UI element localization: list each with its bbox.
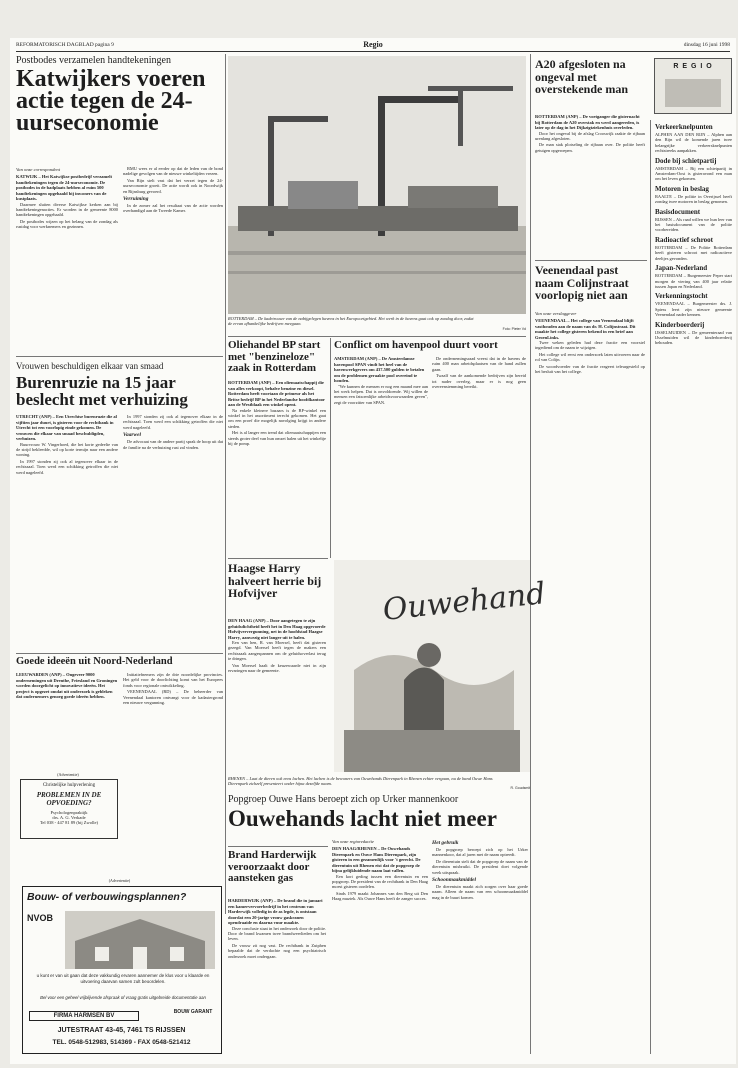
sidebar-news (655, 120, 732, 1054)
brief-text-2: AMSTERDAM – Bij een schietpartij in Amsterdam-Oost is gisteravond een man om het leven gekomen. (655, 165, 732, 182)
a3-body: LEEUWARDEN (ANP) – Ongeveer 9000 ondernemingen uit Drenthe, Friesland en Groningen worden doorgelicht op innovatieve ideeën. Het project is opgezet omdat uit onderzoek is gebleken dat ondernemers genoeg goede ideeën hebben. (16, 672, 118, 699)
header-section: Regio (363, 40, 383, 49)
ad2-firm: FIRMA HARMSEN BV (29, 1011, 139, 1021)
ouwehand-credit: R. Goudsmit (510, 786, 530, 790)
a5-title: Conflict om havenpool duurt voort (334, 339, 498, 351)
brief-title-2: Dode bij schietpartij (655, 156, 717, 165)
a1-title: Katwijkers voeren actie tegen de 24-uurseconomie (16, 66, 206, 136)
header-left: REFORMATORISCH DAGBLAD pagina 9 (16, 42, 114, 48)
ad1-org: Christelijke hulpverlening (42, 783, 96, 788)
harbour-photo (228, 56, 526, 314)
ouwehand-caption: RHENEN – Laat de dieren ook eens lachen. Het lachen is de bewoners van Ouwehands Dierenpark in Rhenen echter vergaan, nu de band Ouwe Hans Dierenpark zichzelf presenteert onder hijna dezelfde naam. (228, 776, 493, 787)
a7-title: Brand Harderwijk veroorzaakt door aansteken gas (228, 849, 317, 884)
a8-body: Van onze regioredactie DEN HAAG/RHENEN – De Ouwehands Dierenpark en Ouwe Hans Dierenpark, zijn gisteren in een gezamenlijk voor 't gerecht. De dierentuin uit Rhenen eist dat de popgroep de bijna gelijkluidende naam laat vallen. Een kort geding tussen een dierentuin en een popgroep. De president van de rechtbank in Den Haag moest gisteren oordelen. Sinds 1979 maakt Johannes van den Berg uit Den Haag muziek. Als Ouwe Hans heeft de zanger succes. (332, 839, 428, 902)
a10-title: Veenendaal past naam Colijnstraat voorlopig niet aan (535, 263, 629, 302)
brief-title-1: Verkeerknelpunten (655, 123, 713, 131)
a6-title: Haagse Harry halveert herrie bij Hofvijver (228, 561, 322, 600)
a2-kicker: Vrouwen beschuldigen elkaar van smaad (16, 361, 164, 371)
a3-body2: Initiatiefnemers zijn de drie noordelijke provincies. Het geld voor de doorlichting komt van het Europees fonds voor regionale ontwikkeling. VEENENDAAL (RD) – De beheerder van Veenendaal kantoren ontvangt voor de kadastergrond een nieuwe vergunning. (123, 672, 223, 706)
ad1-line2: drs. A. G. Verkade (52, 815, 86, 820)
ad2-house-image (65, 911, 215, 969)
brief-text-4: RIJSSEN – Als raad willen we hun leer van het basisdocument van de politie voorbereiden. (655, 216, 732, 233)
a4-body: ROTTERDAM (ANP) – Een oliemaatschappij die van alles verkoopt, behalve benzine en diesel. Rotterdam heeft voortaan de primeur als het Britse bedrijf BP in het Nederlandse hoofdkantoor aan de Westblaak een winkel opent. Na enkele kleinere bazaars is de BP-winkel een winkel in het assortiment terecht gekomen. Het gaat om een proef die mogelijk navolging krijgt in andere steden. Het is al langer een trend dat oliemaatschappijen een steeds groter deel van hun omzet halen uit het winkeltje bij de pomp. (228, 380, 326, 446)
a9-body: ROTTERDAM (ANP) – De voetganger die gisternacht bij Rotterdam de A20 overstak en werd aangereden, is later op de dag in het Dijkzigtziekenhuis overleden. Door het ongeval bij de afslag Crooswijk raakte de rijbaan urenlang afgesloten. De man stak plotseling de rijbaan over. De politie heeft getuigen opgeroepen. (535, 114, 645, 153)
a1-body2: RMU wees er al eerder op dat de leden van de bond nadelige gevolgen van de nieuwe winkeltijden vrezen. Van Rijn stelt vast dat het verzet tegen de 24-uurseconomie groeit. De actie wordt ook in Noordwijk en Rijnsburg gevoerd. Verruiming In de zomer zal het resultaat van de actie worden overhandigd aan de Tweede Kamer. (123, 166, 223, 214)
a2-body: UTRECHT (ANP) – Een Utrechtse burenruzie die al vijftien jaar duurt, is gisteren voor de rechtbank in Utrecht tot een voorlopig einde gekomen. De vrouwen die elkaar van smaad beschuldigden, verhuizen. Buurvrouw W. Vingerhoed, die het korte gedeelte van de strijd bekleedde, wil op korte termijn naar een andere woning. In 1997 stonden zij ook al tegenover elkaar in de rechtszaal. Toen werd een schikking getroffen die niet werd nageleefd. (16, 414, 118, 475)
ouwehand-sign-text: Ouwehand (381, 576, 548, 628)
ouwehand-photo (334, 560, 548, 772)
ad2-title: Bouw- of verbouwingsplannen? (27, 891, 187, 903)
brief-text-5: ROTTERDAM – De Politie Rotterdam heeft gisteren schroot met radioactieve deeltjes gevonden. (655, 244, 732, 261)
ad2-ref: BOUW GARANT (173, 1009, 213, 1015)
a3-title: Goede ideeën uit Noord-Nederland (16, 656, 173, 667)
brief-text-7: VEENENDAAL – Burgemeester drs. J. Spiess leert zijn nieuwe gemeente Veenendaal nader kennen. (655, 301, 732, 318)
brief-text-8: IJSSELMUIDEN – De gemeenteraad van IJsselmuiden wil de kinderboerderij behouden. (655, 329, 732, 346)
ad2-box (22, 886, 222, 1054)
a5-body2: De ondernemingsraad vreest dat in de havens de ruim 400 man arbeidsplaatsen van de hand zullen gaan. Twaalf van de aankomende bedrijven zijn bereid tot nader overleg, maar er is nog geen overeenstemming bereikt. (432, 356, 526, 390)
a7-body: HARDERWIJK (ANP) – De brand die in januari een kamervervoerbedrijf in het centrum van Harderwijk volledig in de as legde, is ontstaan doordat een 20-jarige vrouw gaskranen opendraaide en daarna vuur maakte. Deze conclusie staat in het onderzoek door de politie. Door de brand kwamen twee brandweerlieden om het leven. De vrouw zit nog vast. De rechtbank in Zutphen bepaalde dat de verdachte nog een psychiatrisch onderzoek moet ondergaan. (228, 898, 326, 959)
regio-banner-title: R E G I O (673, 63, 713, 70)
brief-title-4: Basisdocument (655, 207, 701, 216)
a10-body: Van onze verslaggever VEENENDAAL – Het college van Veenendaal blijft vasthouden aan de naam van dr. H. Colijnstraat. Dit maakte het college gisteren bekend in een brief aan GroenLinks. Twee weken geleden had deze fractie een voorstel ingediend om de naam te wijzigen. Het college wil eerst een onderzoek laten uitvoeren naar de rol van Colijn. De woordvoerder van de fractie reageert teleurgesteld op het besluit van het college. (535, 311, 645, 375)
ad1-line1: Psychologenpraktijk (50, 810, 88, 815)
header-date: dinsdag 16 juni 1998 (683, 42, 730, 48)
harbour-photo-credit: Foto: Pieter Vd (502, 327, 526, 331)
a1-kicker: Postbodes verzamelen handtekeningen (16, 55, 171, 66)
a6-body: DEN HAAG (ANP) – Door aangetegen te zijn geluidsdichtheid heeft het in Den Haag opgevoerde Hofvijververgunning, net in de hoofdstad Haagse Harry, aanwezig niet langer uit te halen. Een van hen, R. van Moersel, heeft dat gisteren gezegd. Van Moersel heeft tegen de makers een rechtszaak aangespannen om de geluidsoverlast terug te dringen. Van Moersel haalt de keuzewaarde niet in zijn ervaringen naar de gemeente. (228, 618, 326, 674)
ad2-label: (Advertentie) (108, 878, 131, 883)
brief-title-7: Verkenningstocht (655, 292, 708, 301)
regio-banner (654, 58, 732, 114)
brief-title-6: Japan-Nederland (655, 264, 708, 273)
a8-title: Ouwehands lacht niet meer (228, 806, 497, 831)
a2-body2: In 1997 stonden zij ook al tegenover elkaar in de rechtszaal. Toen werd een schikking getroffen die niet werd nageleefd. Vaarwel De advocaat van de andere partij sprak de hoop uit dat de familie na de verhuizing rust zal vinden. (123, 414, 223, 450)
brief-text-1: ALPHEN AAN DEN RIJN – Alphen aan den Rijn wil de komende jaren twee belangrijke verkeersknelpunten rechtstreeks aanpakken. (655, 132, 732, 154)
ad1-label: (Advertentie) (57, 772, 79, 777)
a2-title: Burenruzie na 15 jaar beslecht met verhuizing (16, 373, 188, 409)
ad2-small: Bel voor een geheel vrijblijvende afspraak of vraag gratis uitgebreide documentatie aan (40, 995, 206, 1000)
ad1-headline: PROBLEMEN IN DE OPVOEDING? (36, 791, 102, 807)
newspaper-page (10, 38, 736, 1064)
brief-title-8: Kinderboerderij (655, 320, 705, 329)
ad2-logo: NVOB (27, 913, 54, 923)
brief-text-3: RAALTE – De politie in Overijssel heeft zondag twee motoren in beslag genomen. (655, 193, 732, 205)
brief-title-3: Motoren in beslag (655, 184, 709, 193)
a1-body: Van onze correspondent KATWIJK – Het Katwijkse postbedrijf verzamelt handtekeningen tegen de 24-uurseconomie. De postbodes in de badplaats hebben al ruim 500 handtekeningen opgehaald bij inwoners van de kustplaats. Daarmee sluiten diverse Katwijkse kerken aan bij handtekeningenacties. Er worden in de gemeente 8000 handtekeningen opgehaald. De postbodes wijzen op het belang van de zondag als rustdag voor werknemers en gezinnen. (16, 167, 118, 230)
a9-title: A20 afgesloten na ongeval met overstekende man (535, 57, 628, 96)
ad2-body: u kunt er van uit gaan dat deze vakkundig ervaren aannemer de klus voor u klaarde en uitvoering daarvan samen zult beoordelen. (36, 973, 210, 984)
ad1-phone: Tel 038 - 447 81 89 (bij Zwolle) (39, 820, 99, 825)
a8-kicker: Popgroep Ouwe Hans beroept zich op Urker mannenkoor (228, 794, 459, 805)
a4-title: Oliehandel BP start met "benzineloze" zaak in Rotterdam (228, 339, 321, 374)
a5-body: AMSTERDAM (ANP) – De Amsterdamse havenpool SPAN vindt het heel van de havenwerkgevers om 437.500 gulden te betalen om de problemen geraakte pool overeind te houden. "We kunnen de mensen er nog een maand mee aan het werk helpen. Dat is onvoldoende. Wij willen de mensen een fatsoenlijke arbeidsvoorwaarden geven", zegt de voorzitter van SPAN. (334, 356, 428, 405)
ad1-box (20, 779, 118, 839)
ad2-address: JUTESTRAAT 43-45, 7461 TS RIJSSEN (57, 1027, 186, 1034)
a8-body2: Het gebruik De popgroep beroept zich op het Urker mannenkoor, dat al jaren met de naam optreedt. De dierentuin stelt dat de popgroep de naam van de dierentuin misbruikt. De president doet volgende week uitspraak. Schoonmaakmiddel De dierentuin maakt zich zorgen over haar goede naam. Alleen de naam van een schoonmaakmiddel mag in de buurt komen. (432, 840, 528, 900)
ad2-phone: TEL. 0548-512983, 514369 - FAX 0548-521412 (52, 1039, 191, 1046)
brief-title-5: Radioactief schroot (655, 235, 713, 244)
harbour-photo-caption: ROTTERDAM – De kadetrouwe van de nabijgelegen havens in het Europoortgebied. Het werk in de havens gaat ook op zondag door, zodat de ervan afhankelijke bedrijven meegaan. (228, 316, 474, 327)
brief-text-6: ROTTERDAM – Burgemeester Peper start morgen de viering van 400 jaar relatie tussen Japan en Nederland. (655, 273, 732, 289)
